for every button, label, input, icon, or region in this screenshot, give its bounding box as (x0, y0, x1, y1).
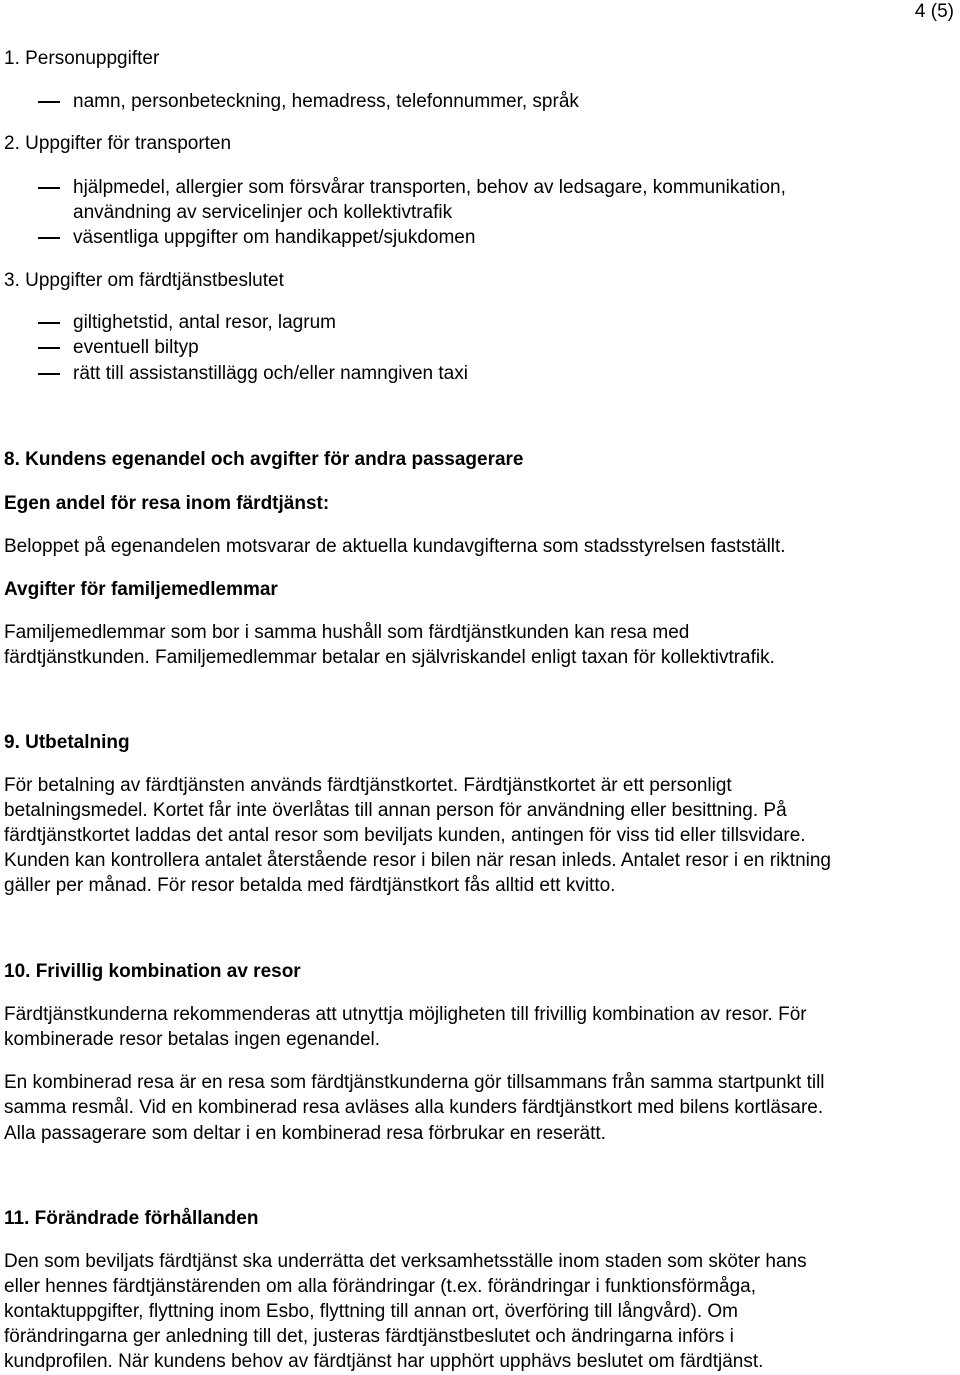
section-8-paragraph-line: färdtjänstkunden. Familjemedlemmar betalar en självriskandel enligt taxan för kollektivtrafik. (4, 647, 775, 668)
section-2-item: väsentliga uppgifter om handikappet/sjukdomen (73, 227, 476, 248)
section-8-subheading-own-share: Egen andel för resa inom färdtjänst: (4, 493, 330, 514)
section-10-heading: 10. Frivillig kombination av resor (4, 961, 301, 982)
section-9-paragraph-line: färdtjänstkortet laddas det antal resor som beviljats kunden, antingen för viss tid eller tillsvidare. (4, 825, 806, 846)
section-10-paragraph-line: Färdtjänstkunderna rekommenderas att utnyttja möjligheten till frivillig kombination av resor. För (4, 1004, 807, 1025)
section-10-paragraph-line: kombinerade resor betalas ingen egenandel. (4, 1029, 381, 1050)
section-11-paragraph-line: eller hennes färdtjänstärenden om alla förändringar (t.ex. förändringar i funktionsförmåga, (4, 1276, 756, 1297)
section-3-item: eventuell biltyp (73, 337, 199, 358)
section-8-paragraph-line: Familjemedlemmar som bor i samma hushåll som färdtjänstkunden kan resa med (4, 622, 690, 643)
section-11-paragraph-line: förändringarna ger anledning till det, justeras färdtjänstbeslutet och ändringarna införs i (4, 1326, 734, 1347)
dash-bullet (38, 237, 60, 239)
section-1-heading: 1. Personuppgifter (4, 48, 160, 69)
section-10-paragraph-line: samma resmål. Vid en kombinerad resa avläses alla kunders färdtjänstkort med bilens kortläsare. (4, 1097, 824, 1118)
dash-bullet (38, 101, 60, 103)
section-11-paragraph-line: kontaktuppgifter, flyttning inom Esbo, flyttning till annan ort, överföring till långvård). Om (4, 1301, 738, 1322)
section-3-item: rätt till assistanstillägg och/eller namngiven taxi (73, 363, 468, 384)
section-11-paragraph-line: kundprofilen. När kundens behov av färdtjänst har upphört upphävs beslutet om färdtjänst. (4, 1351, 764, 1372)
page-number: 4 (5) (914, 1, 954, 22)
dash-bullet (38, 347, 60, 349)
section-10-paragraph-line: Alla passagerare som deltar i en kombinerad resa förbrukar en reserätt. (4, 1123, 606, 1144)
section-11-heading: 11. Förändrade förhållanden (4, 1208, 259, 1229)
section-3-heading: 3. Uppgifter om färdtjänstbeslutet (4, 270, 284, 291)
section-11-paragraph-line: Den som beviljats färdtjänst ska underrätta det verksamhetsställe inom staden som sköter hans (4, 1251, 807, 1272)
dash-bullet (38, 322, 60, 324)
dash-bullet (38, 187, 60, 189)
section-9-paragraph-line: Kunden kan kontrollera antalet återstående resor i bilen när resan inleds. Antalet resor i en riktning (4, 850, 831, 871)
section-9-paragraph-line: gäller per månad. För resor betalda med färdtjänstkort fås alltid ett kvitto. (4, 875, 616, 896)
section-9-heading: 9. Utbetalning (4, 732, 130, 753)
section-1-item: namn, personbeteckning, hemadress, telefonnummer, språk (73, 91, 579, 112)
section-10-paragraph-line: En kombinerad resa är en resa som färdtjänstkunderna gör tillsammans från samma startpunkt till (4, 1072, 825, 1093)
section-9-paragraph-line: För betalning av färdtjänsten används färdtjänstkortet. Färdtjänstkortet är ett personligt (4, 775, 732, 796)
section-8-subheading-family-fees: Avgifter för familjemedlemmar (4, 579, 278, 600)
section-2-heading: 2. Uppgifter för transporten (4, 133, 232, 154)
section-9-paragraph-line: betalningsmedel. Kortet får inte överlåtas till annan person för användning eller besittning. På (4, 800, 787, 821)
section-2-item-continued: användning av servicelinjer och kollektivtrafik (73, 202, 453, 223)
dash-bullet (38, 373, 60, 375)
section-8-paragraph: Beloppet på egenandelen motsvarar de aktuella kundavgifterna som stadsstyrelsen fastställt. (4, 536, 786, 557)
section-2-item: hjälpmedel, allergier som försvårar transporten, behov av ledsagare, kommunikation, (73, 177, 786, 198)
section-8-heading: 8. Kundens egenandel och avgifter för andra passagerare (4, 449, 524, 470)
section-3-item: giltighetstid, antal resor, lagrum (73, 312, 336, 333)
